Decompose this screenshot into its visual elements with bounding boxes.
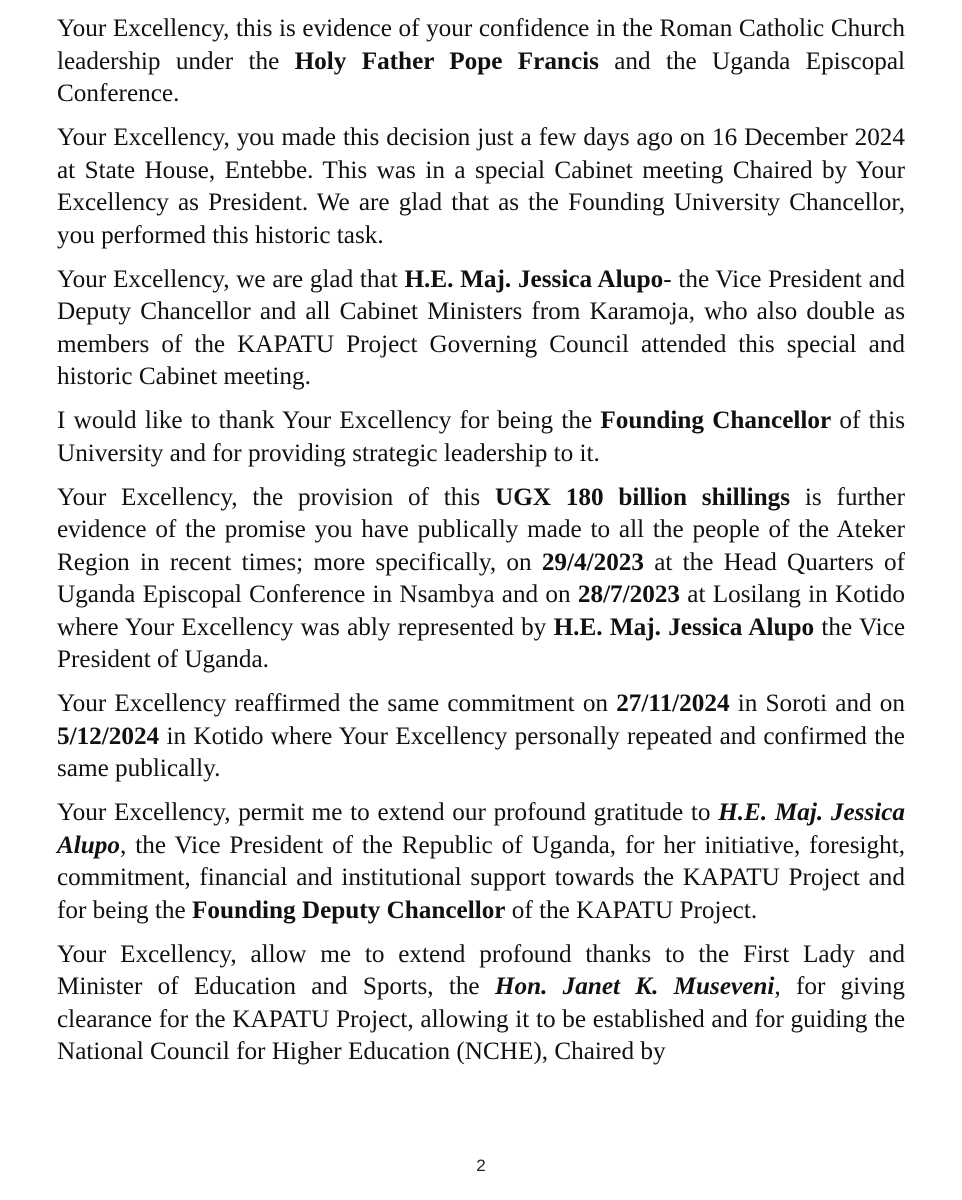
emphasis-text: H.E. Maj. Jessica Alupo (404, 265, 664, 293)
paragraph (57, 939, 905, 1069)
emphasis-text: 5/12/2024 (57, 722, 160, 750)
text-run: the Vice President of Uganda. (57, 613, 905, 673)
emphasis-text: Founding Chancellor (600, 407, 832, 434)
emphasis-text: Hon. Janet K. Museveni (494, 973, 775, 1000)
emphasis-text: 29/4/2023 (541, 548, 644, 576)
text-run: Your Excellency, the provision of this (57, 483, 495, 511)
text-run: Your Excellency, permit me to extend our profound gratitude to (57, 799, 719, 826)
paragraph (57, 405, 905, 470)
emphasis-text: H.E. Maj. Jessica Alupo (553, 613, 815, 641)
text-run: I would like to thank Your Excellency for being the (57, 407, 601, 434)
emphasis-text: 27/11/2024 (616, 690, 730, 717)
paragraph (57, 797, 905, 927)
text-run: Your Excellency, this is evidence of your confidence in the Roman Catholic Church leadership under the (57, 15, 905, 75)
text-run: in Soroti and on (729, 690, 905, 717)
page-number: 2 (476, 1156, 486, 1175)
emphasis-text: UGX 180 billion shillings (495, 483, 791, 511)
text-run: in Kotido where Your Excellency personally repeated and confirmed the same publically. (57, 722, 905, 782)
emphasis-text: Holy Father Pope Francis (294, 47, 599, 75)
text-run: - the Vice President and Deputy Chancellor and all Cabinet Ministers from Karamoja, who also double as members of the KAPATU Project Governing Council attended this special and historic Cabinet meeting. (57, 265, 906, 390)
paragraph (57, 264, 905, 394)
emphasis-text: Founding Deputy Chancellor (192, 896, 506, 924)
text-run: , the Vice President of the Republic of Uganda, for her initiative, foresight, commitment, financial and institutional support towards the KAPATU Project and for being the (57, 831, 905, 924)
text-run: at the Head Quarters of Uganda Episcopal Conference in Nsambya and on (57, 548, 905, 608)
text-run: of the KAPATU Project. (505, 896, 758, 924)
text-run: Your Excellency reaffirmed the same commitment on (57, 690, 617, 717)
emphasis-text: H.E. Maj. Jessica Alupo (57, 799, 905, 859)
paragraph (57, 122, 905, 252)
text-run: at Losilang in Kotido where Your Excellency was ably represented by (57, 581, 905, 641)
text-run: Your Excellency, we are glad that (57, 265, 405, 293)
text-run: is further evidence of the promise you have publically made to all the people of the Ateker Region in recent times; more specifically, on (57, 483, 905, 576)
paragraph (57, 688, 905, 786)
text-run: , for giving clearance for the KAPATU Project, allowing it to be established and for guiding the National Council for Higher Education (NCHE), Chaired by (57, 973, 905, 1065)
text-run: Your Excellency, allow me to extend profound thanks to the First Lady and Minister of Education and Sports, the (57, 940, 905, 1000)
text-run: Your Excellency, you made this decision just a few days ago on 16 December 2024 at State House, Entebbe. This was in a special Cabinet meeting Chaired by Your Excellency as President. We are glad that as the Founding University Chancellor, you performed this historic task. (57, 124, 905, 249)
paragraph (57, 13, 905, 111)
text-run: of this University and for providing strategic leadership to it. (57, 407, 906, 467)
paragraph (57, 482, 905, 677)
text-run: and the Uganda Episcopal Conference. (57, 47, 906, 107)
emphasis-text: 28/7/2023 (577, 581, 681, 608)
document-body (57, 13, 905, 1080)
